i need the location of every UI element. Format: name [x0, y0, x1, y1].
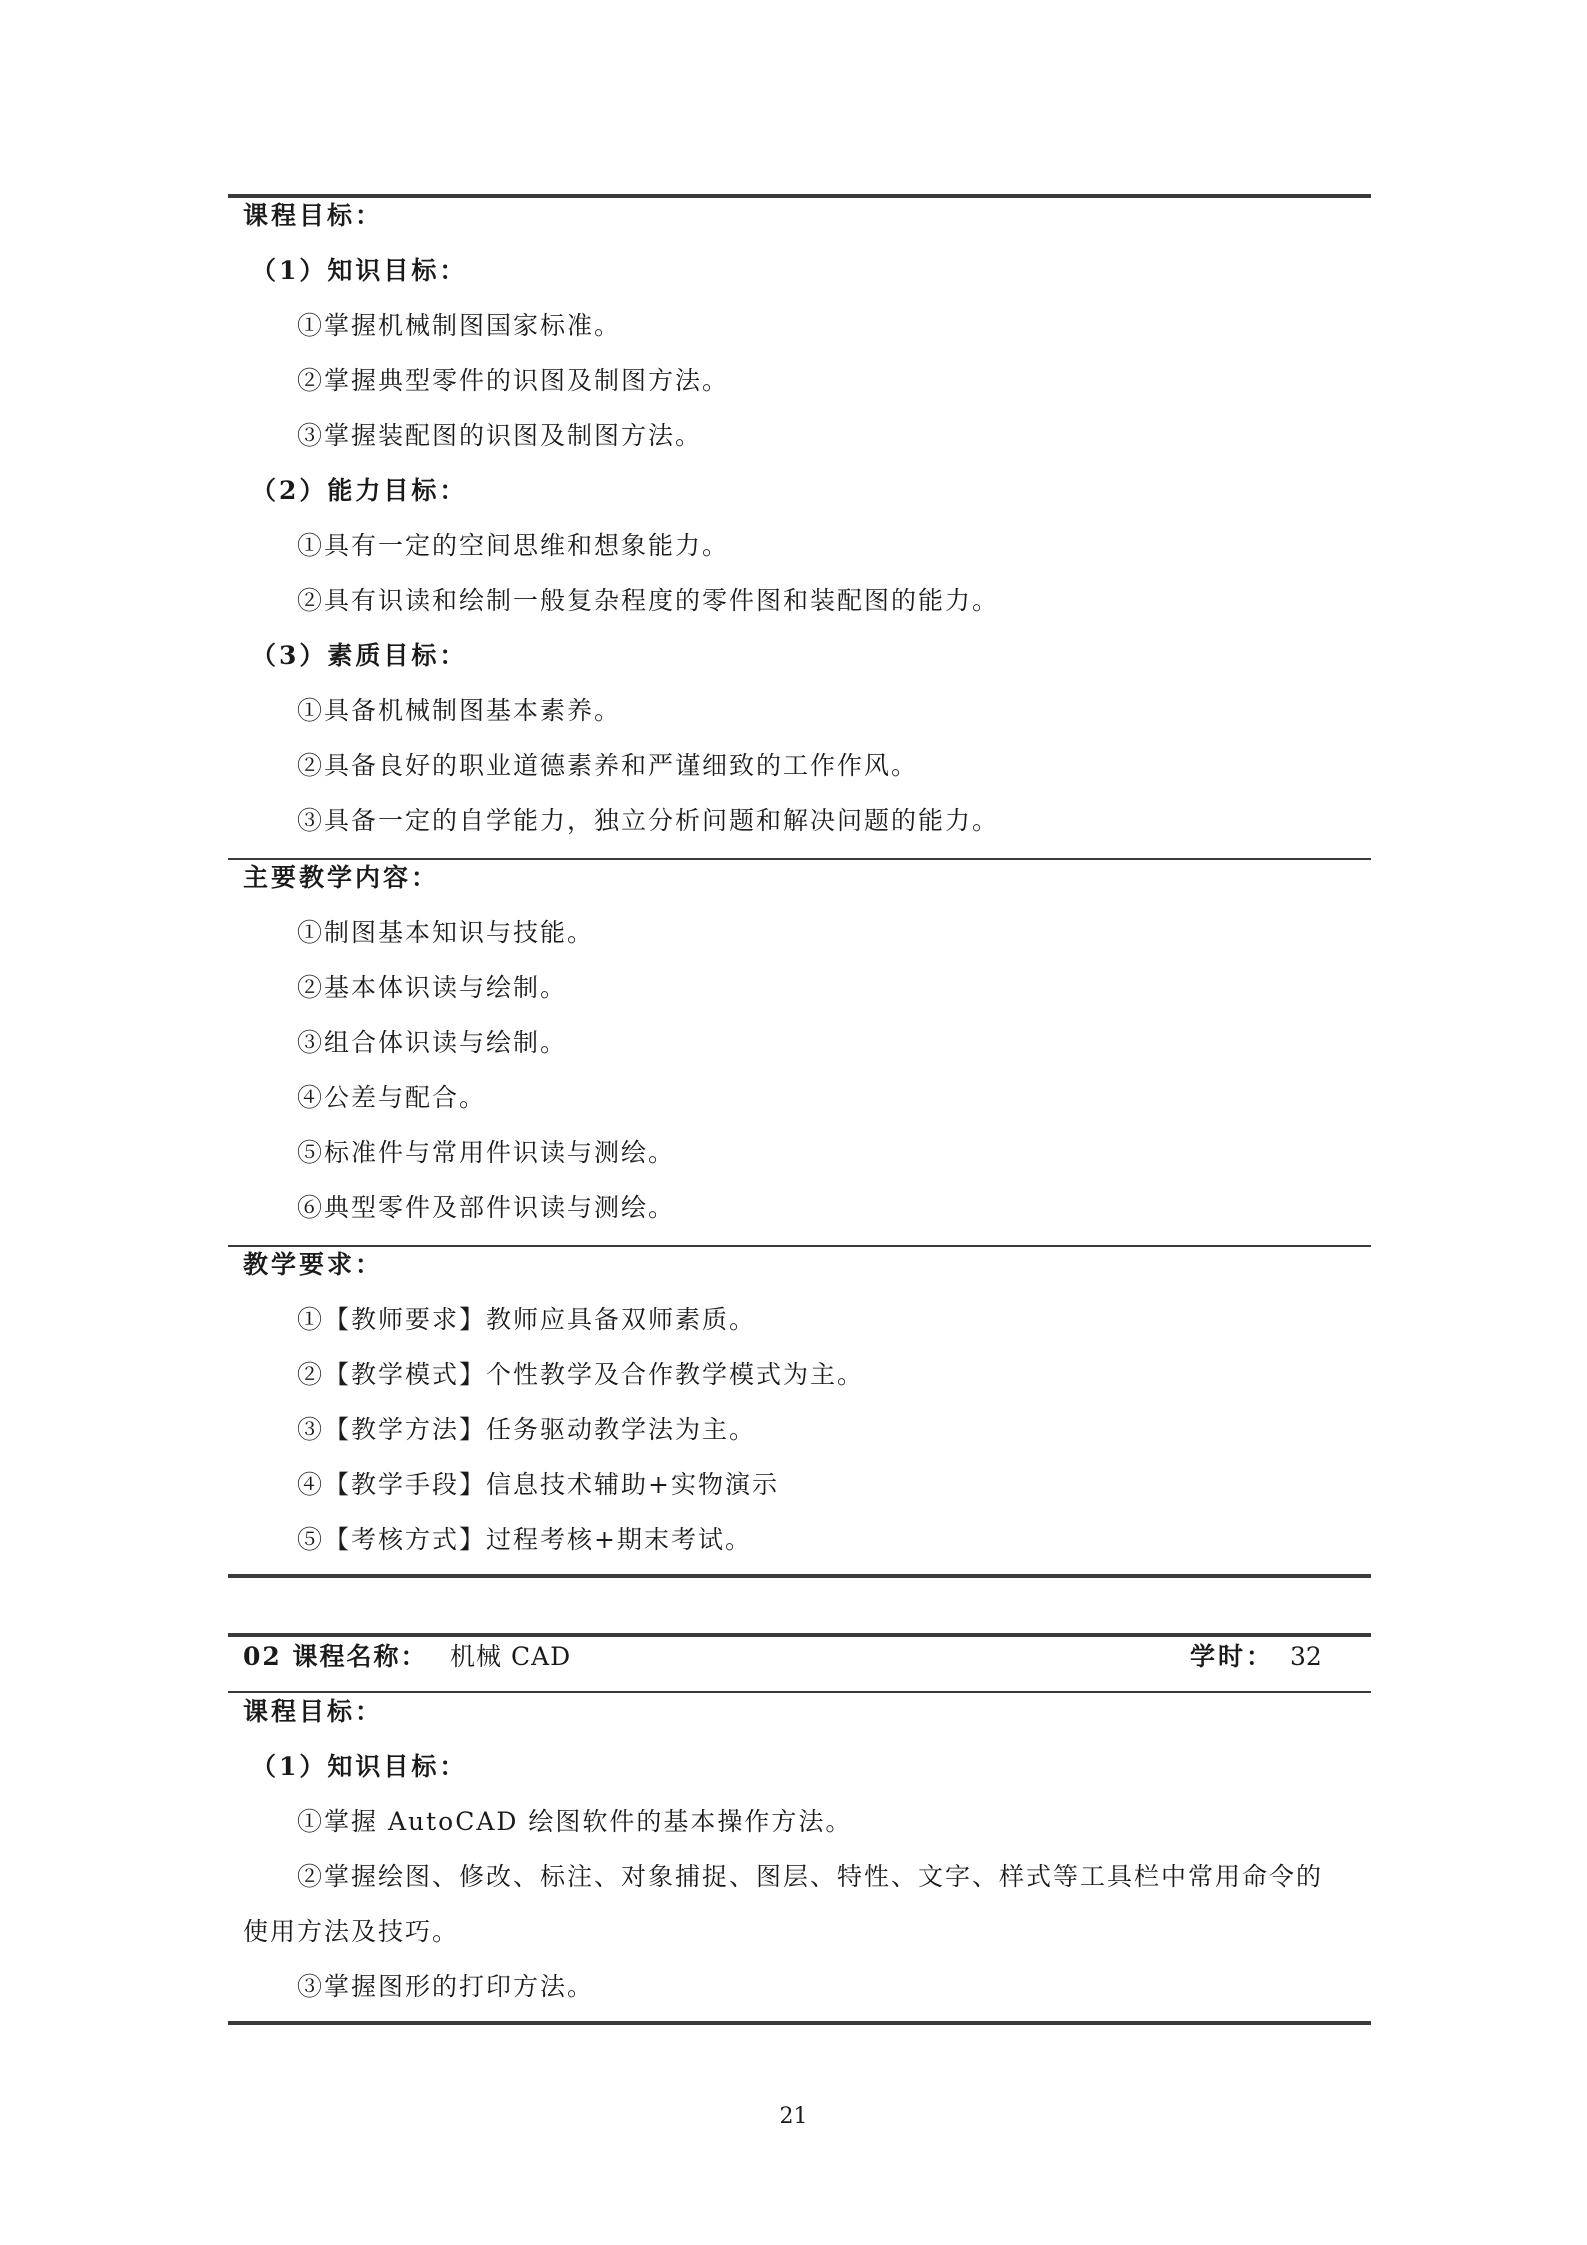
knowledge-item: ①掌握机械制图国家标准。 — [297, 311, 622, 340]
top-rule — [228, 194, 1371, 198]
teaching-requirements-title: 教学要求： — [243, 1250, 384, 1279]
requirement-item: ②【教学模式】个性教学及合作教学模式为主。 — [297, 1360, 865, 1389]
content-item: ④公差与配合。 — [297, 1083, 487, 1112]
section-divider — [228, 858, 1371, 860]
quality-item: ①具备机械制图基本素养。 — [297, 696, 622, 725]
course2-knowledge-item: ③掌握图形的打印方法。 — [297, 1972, 595, 2001]
section-divider — [228, 1245, 1371, 1247]
content-item: ①制图基本知识与技能。 — [297, 918, 595, 947]
content-item: ⑥典型零件及部件识读与测绘。 — [297, 1193, 676, 1222]
ability-objectives-title: （2）能力目标： — [251, 476, 468, 505]
requirement-item: ③【教学方法】任务驱动教学法为主。 — [297, 1415, 757, 1444]
knowledge-objectives-title: （1）知识目标： — [251, 256, 468, 285]
course2-knowledge-item-continued: 使用方法及技巧。 — [243, 1917, 460, 1946]
knowledge-item: ②掌握典型零件的识图及制图方法。 — [297, 366, 730, 395]
course2-objectives-title: 课程目标： — [243, 1697, 384, 1726]
course-name: 机械 CAD — [450, 1642, 572, 1671]
course-header-divider — [228, 1691, 1371, 1693]
teaching-content-title: 主要教学内容： — [243, 863, 440, 892]
ability-item: ②具有识读和绘制一般复杂程度的零件图和装配图的能力。 — [297, 586, 1000, 615]
content-item: ③组合体识读与绘制。 — [297, 1028, 568, 1057]
content-item: ②基本体识读与绘制。 — [297, 973, 568, 1002]
course2-knowledge-title: （1）知识目标： — [251, 1752, 468, 1781]
content-item: ⑤标准件与常用件识读与测绘。 — [297, 1138, 676, 1167]
quality-item: ②具备良好的职业道德素养和严谨细致的工作作风。 — [297, 751, 919, 780]
page-number: 21 — [779, 2104, 808, 2129]
course-hours-value: 32 — [1290, 1642, 1322, 1671]
quality-objectives-title: （3）素质目标： — [251, 641, 468, 670]
requirement-item: ①【教师要求】教师应具备双师素质。 — [297, 1305, 757, 1334]
course-top-rule — [228, 1633, 1371, 1637]
ability-item: ①具有一定的空间思维和想象能力。 — [297, 531, 730, 560]
quality-item: ③具备一定的自学能力，独立分析问题和解决问题的能力。 — [297, 806, 1000, 835]
course-name-label: 02 课程名称： — [243, 1642, 428, 1671]
requirement-item: ④【教学手段】信息技术辅助+实物演示 — [297, 1470, 779, 1499]
course-bottom-rule — [228, 2021, 1371, 2025]
course2-knowledge-item: ②掌握绘图、修改、标注、对象捕捉、图层、特性、文字、样式等工具栏中常用命令的 — [297, 1862, 1324, 1891]
objectives-title: 课程目标： — [243, 201, 384, 230]
section-bottom-rule — [228, 1574, 1371, 1578]
course2-knowledge-item: ①掌握 AutoCAD 绘图软件的基本操作方法。 — [297, 1807, 853, 1836]
course-hours-label: 学时： — [1190, 1642, 1275, 1671]
requirement-item: ⑤【考核方式】过程考核+期末考试。 — [297, 1525, 752, 1554]
knowledge-item: ③掌握装配图的识图及制图方法。 — [297, 421, 703, 450]
